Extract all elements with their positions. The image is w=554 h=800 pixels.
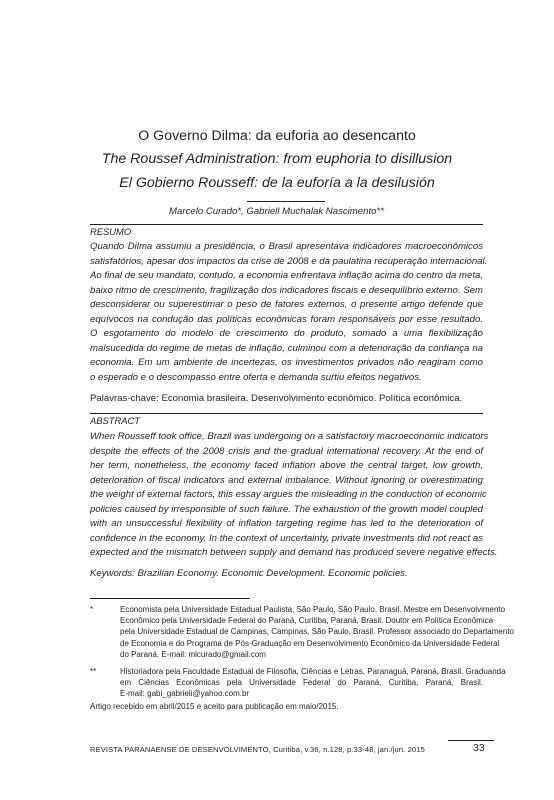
resumo-line: equívocos na condução das políticas econômicas foram responsáveis por esse resultado. <box>90 313 483 325</box>
abstract-line: confidence in the economy. In the context of uncertainty, private investments did not react as <box>90 532 483 544</box>
title-english: The Roussef Administration: from euphoria to disillusion <box>101 151 453 167</box>
resumo-line: economia. Em um ambiente de incertezas, os investimentos privados não reagiram como <box>90 357 483 368</box>
title-divider <box>247 201 325 202</box>
abstract-body <box>90 430 498 561</box>
footnote <box>90 666 506 700</box>
abstract-heading: ABSTRACT <box>90 415 141 426</box>
resumo-line: o esperado e o descompasso entre oferta e demanda surtiu efeitos negativos. <box>90 371 422 383</box>
footnote-line: Economista pela Universidade Estadual Paulista, São Paulo, São Paulo, Brasil. Mestre em Desenvolvimento <box>120 605 506 614</box>
resumo-line: baixo ritmo de crescimento, fragilização dos indicadores fiscais e desequilíbrio externo. Sem <box>90 284 483 296</box>
footnote-line: E-mail: gabi_gabrieli@yahoo.com.br <box>120 689 250 699</box>
received-note: Artigo recebido em abril/2015 e aceito para publicação em maio/2015. <box>90 702 339 711</box>
footnote-separator <box>90 598 250 599</box>
footnote-line: em Ciências Econômicas pela Universidade Federal do Paraná, Curitiba, Paraná, Brasil. <box>120 678 483 688</box>
abstract-line: deterioration of fiscal indicators and external imbalance. Without ignoring or overestimating <box>90 474 483 486</box>
abstract-line: When Rousseff took office, Brazil was undergoing on a satisfactory macroeconomic indicators <box>90 431 489 442</box>
journal-footer: REVISTA PARANAENSE DE DESENVOLVIMENTO, Curitiba, v.36, n.128, p.33-48, jan./jun. 2015 <box>90 745 425 754</box>
resumo-keywords: Palavras-chave: Economia brasileira. Desenvolvimento econômico. Política econômica. <box>90 393 463 404</box>
footnote-line: de Economia e do Programa de Pós-Graduação em Desenvolvimento Econômico da Universidade Federal <box>120 638 500 648</box>
resumo-body <box>90 240 488 385</box>
abstract-keywords: Keywords: Brazilian Economy. Economic Development. Economic policies. <box>90 568 408 579</box>
resumo-rule <box>90 224 483 225</box>
abstract-line: expected and the mismatch between supply and demand has produced severe negative effects. <box>90 547 498 558</box>
footer-rule <box>448 740 494 741</box>
footnote-mark: ** <box>90 667 97 677</box>
resumo-line: Quando Dilma assumiu a presidência, o Brasil apresentava indicadores macroeconômicos <box>90 241 483 252</box>
footnote <box>90 604 514 660</box>
title-spanish: El Gobierno Rousseff: de la euforía a la desilusión <box>119 175 435 191</box>
authors: Marcelo Curado*, Gabriell Muchalak Nascimento** <box>169 206 384 217</box>
footnote-line: pela Universidade Estadual de Campinas, Campinas, São Paulo, Brasil. Professor associado do Departamento <box>120 627 514 637</box>
abstract-rule <box>90 413 483 414</box>
page-number: 33 <box>473 742 485 754</box>
resumo-line: malsucedida do regime de metas de inflação, culminou com a deterioração da confiança na <box>90 342 483 354</box>
footnote-line: Historiadora pela Faculdade Estadual de Filosofia, Ciências e Letras, Paranaguá, Paraná, Brasil. Graduanda <box>120 667 506 677</box>
resumo-heading: RESUMO <box>90 226 132 237</box>
abstract-line: with an unsuccessful flexibility of inflation targeting regime has led to the deterioration of <box>90 518 483 529</box>
resumo-line: desconsiderar ou superestimar o peso de fatores externos, o presente artigo defende que <box>90 299 483 310</box>
abstract-line: policies caused by irresponsible of such failure. The exhaustion of the growth model coupled <box>90 503 483 515</box>
resumo-line: O esgotamento do modelo de crescimento do produto, somado a uma flexibilização <box>90 328 483 339</box>
resumo-line: Ao final de seu mandato, contudo, a economia enfrentava inflação acima do centro da meta, <box>90 270 483 281</box>
resumo-line: satisfatórios, apesar dos impactos da crise de 2008 e da paulatina recuperação internacional. <box>90 255 488 267</box>
title-portuguese: O Governo Dilma: da euforia ao desencanto <box>138 128 416 144</box>
footnote-mark: * <box>90 605 94 614</box>
abstract-line: her term, nonetheless, the economy faced inflation above the central target, low growth, <box>90 460 483 471</box>
footnote-line: do Paraná. E-mail: mlcurado@gmail.com <box>120 649 266 659</box>
abstract-line: despite the effects of the 2008 crisis and the gradual international recovery. At the end of <box>90 445 483 457</box>
abstract-line: the weight of external factors, this essay argues the misleading in the conduction of economic <box>90 489 487 500</box>
footnote-line: Econômico pela Universidade Federal do Paraná, Curitiba, Paraná, Brasil. Doutor em Política Econômica <box>120 616 494 626</box>
footnotes <box>90 604 514 700</box>
